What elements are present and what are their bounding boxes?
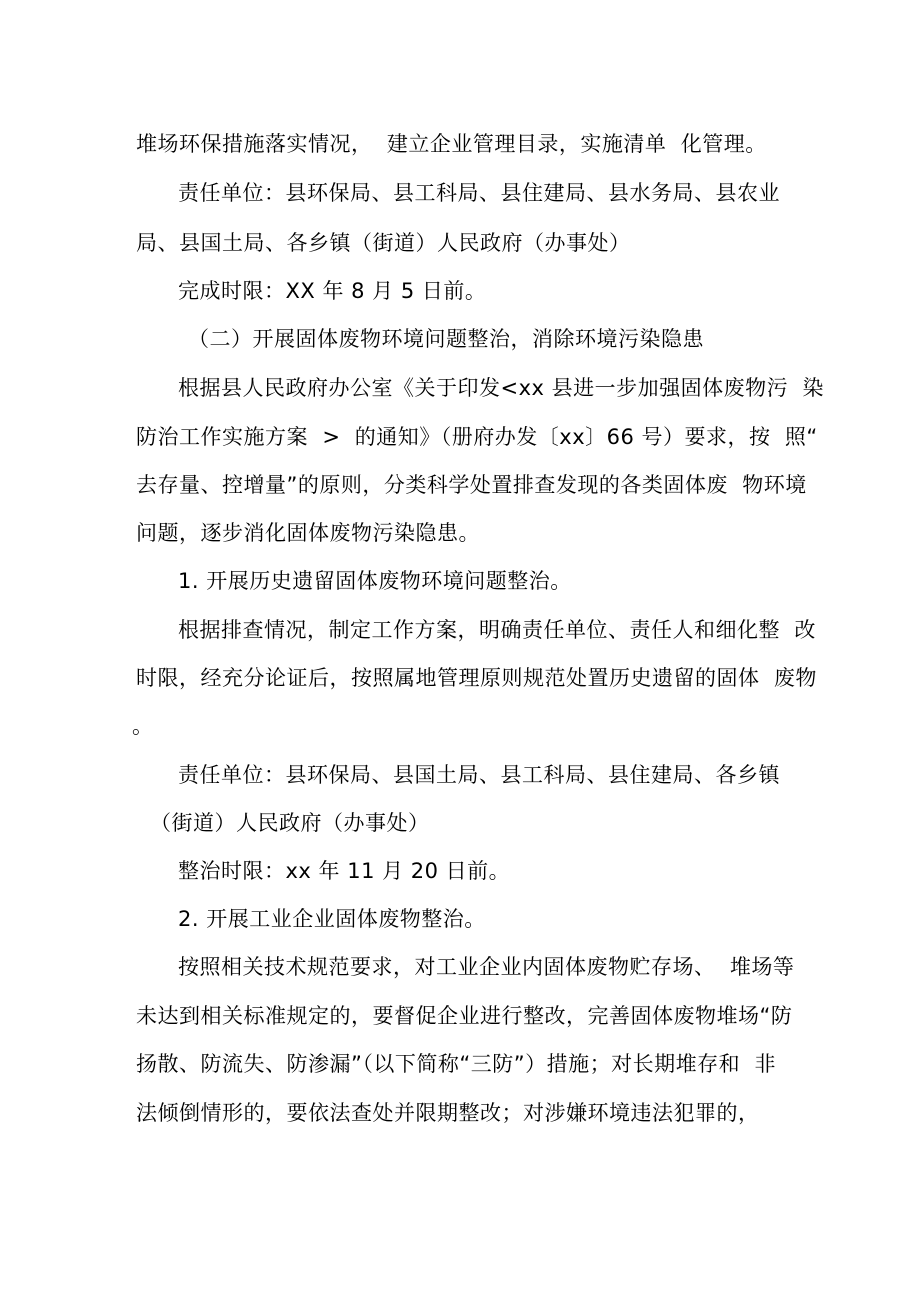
item-heading-1: 1. 开展历史遗留固体废物环境问题整治。 (178, 569, 572, 593)
text-line-8: 去存量、控增量”的原则，分类科学处置排查发现的各类固体废 物环境 (136, 473, 807, 497)
text-line-11: 根据排查情况，制定工作方案，明确责任单位、责任人和细化整 改 (178, 618, 816, 642)
section-heading-2: （二）开展固体废物环境问题整治，消除环境污染隐患 (188, 327, 704, 351)
text-line-15: （街道）人民政府（办事处） (150, 811, 430, 835)
text-line-14: 责任单位：县环保局、县国土局、县工科局、县住建局、各乡镇 (178, 763, 780, 787)
text-line-4: 完成时限：XX 年 8 月 5 日前。 (178, 279, 487, 303)
text-line-12: 时限，经充分论证后，按照属地管理原则规范处置历史遗留的固体 废物 (136, 666, 817, 690)
text-line-21: 法倾倒情形的，要依法查处并限期整改；对涉嫌环境违法犯罪的， (136, 1101, 760, 1125)
text-line-6: 根据县人民政府办公室《关于印发<xx 县进一步加强固体废物污 染 (178, 376, 824, 400)
text-line-13: 。 (132, 714, 154, 738)
text-line-3: 局、县国土局、各乡镇（街道）人民政府（办事处） (136, 231, 631, 255)
text-line-18: 按照相关技术规范要求，对工业企业内固体废物贮存场、 堆场等 (178, 955, 795, 979)
text-line-16: 整治时限：xx 年 11 月 20 日前。 (178, 859, 511, 883)
text-line-2: 责任单位：县环保局、县工科局、县住建局、县水务局、县农业 (178, 181, 780, 205)
text-line-19: 未达到相关标准规定的，要督促企业进行整改，完善固体废物堆场“防 (136, 1004, 793, 1028)
item-heading-2: 2. 开展工业企业固体废物整治。 (178, 907, 486, 931)
text-line-20: 扬散、防流失、防渗漏”（以下简称“三防”）措施；对长期堆存和 非 (136, 1052, 776, 1076)
text-line-1: 堆场环保措施落实情况， 建立企业管理目录，实施清单 化管理。 (136, 132, 767, 156)
text-line-9: 问题，逐步消化固体废物污染隐患。 (136, 521, 480, 545)
text-line-7: 防治工作实施方案 > 的通知》（册府办发〔xx〕66 号）要求，按 照“ (136, 425, 818, 449)
